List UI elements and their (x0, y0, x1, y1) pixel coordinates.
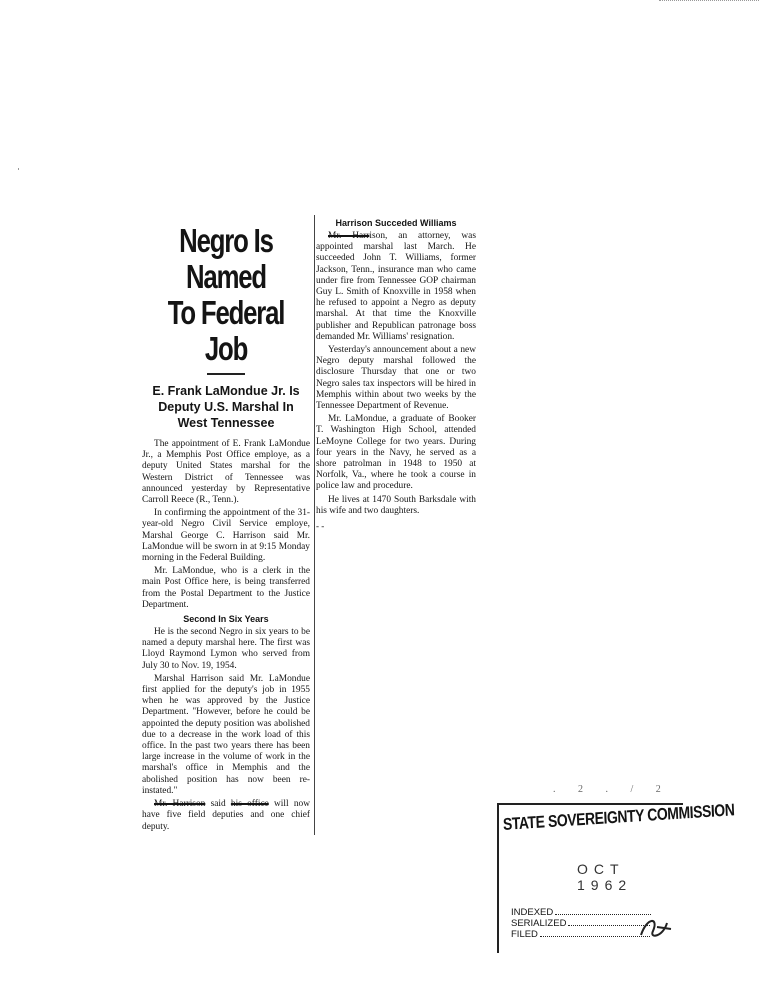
stamp-specks: . 2 . / 2 (553, 784, 671, 795)
paragraph-left-3: Mr. LaMondue, who is a clerk in the main Post Office here, is being transferred from the Postal Department to the Justice Department. (142, 566, 310, 610)
paragraph-left-6 (142, 799, 310, 833)
handwritten-initials-icon (637, 913, 673, 943)
struck-text: Mr. Harrison (154, 799, 206, 810)
plain-text: said (205, 799, 231, 810)
clipping-left-column (142, 215, 315, 835)
plain-text-3: ison, an attorney, was appointed marshal last March. He succeeded John T. Williams, former Jackson, Tenn., insurance man who came under fire from Tennessee GOP chairman Guy L. Smith of Knoxville in 1958 when he refused to appoint a Negro as deputy marshal. At that time the Knoxville publisher and Republican patronage boss demanded Mr. Williams' resignation. (316, 231, 476, 342)
corner-dotted-edge (659, 0, 759, 1)
tail-mark: - - (316, 521, 325, 532)
subhead-second-in-six-years: Second In Six Years (183, 614, 269, 625)
paragraph-left-5: Marshal Harrison said Mr. LaMondue first applied for the deputy's job in 1955 when he was approved by the Justice Department. "However, before he could be appointed the deputy position was abolished due to a decrease in the work load of this office. In the past two years there has been large increase in the volume of work in the marshal's office in Memphis and the abolished position has now been re-instated." (142, 673, 310, 796)
deck: E. Frank LaMondue Jr. Is Deputy U.S. Marshal In West Tennessee (152, 384, 300, 430)
paragraph-left-1: The appointment of E. Frank LaMondue Jr., a Memphis Post Office employe, as a deputy United States marshal for the Western District of Tennessee was announced yesterday by Representative Carroll Reece (R., Tenn.). (142, 439, 310, 506)
stamp-date: OCT 1962 (577, 861, 633, 893)
stamp-title: STATE SOVEREIGNTY COMMISSION (502, 800, 735, 834)
commission-stamp (497, 800, 735, 953)
paragraph-right-1 (316, 231, 476, 343)
struck-text-3: Mr. Harr (328, 231, 370, 241)
headline (160, 223, 291, 367)
clipping-right-column (316, 215, 476, 531)
headline-line-1: Negro Is Named (179, 222, 273, 295)
plain-text-2: will now have five field deputies and one chief deputy. (142, 799, 310, 832)
paragraph-right-2: Yesterday's announcement about a new Negro deputy marshal followed the disclosure Thursday that one or two Negro sales tax inspectors will be hired in Memphis within about two weeks by the Tennessee Department of Revenue. (316, 345, 476, 412)
margin-speck (18, 168, 19, 170)
headline-line-2: To Federal Job (167, 294, 285, 367)
headline-rule (207, 373, 245, 375)
struck-text-2: his office (230, 799, 269, 810)
subhead-harrison-succeded: Harrison Succeded Williams (335, 218, 457, 228)
paragraph-left-2: In confirming the appointment of the 31-year-old Negro Civil Service employe, Marshal George C. Harrison said Mr. LaMondue will be sworn in at 9:15 Monday morning in the Federal Building. (142, 508, 310, 564)
stamp-label-indexed: INDEXED (511, 907, 554, 918)
stamp-dots-3 (540, 936, 650, 937)
stamp-label-filed: FILED (511, 929, 538, 940)
paragraph-right-3: Mr. LaMondue, a graduate of Booker T. Washington High School, attended LeMoyne College for two years. During four years in the Navy, he served as a shore patrolman in 1948 to 1950 at Norfolk, Va., where he took a course in police law and procedure. (316, 414, 476, 492)
stamp-label-serialized: SERIALIZED (511, 918, 567, 929)
paragraph-left-4: He is the second Negro in six years to be named a deputy marshal here. The first was Lloyd Raymond Lymon who served from July 30 to Nov. 19, 1954. (142, 627, 310, 671)
paragraph-right-4: He lives at 1470 South Barksdale with his wife and two daughters. (316, 494, 476, 516)
